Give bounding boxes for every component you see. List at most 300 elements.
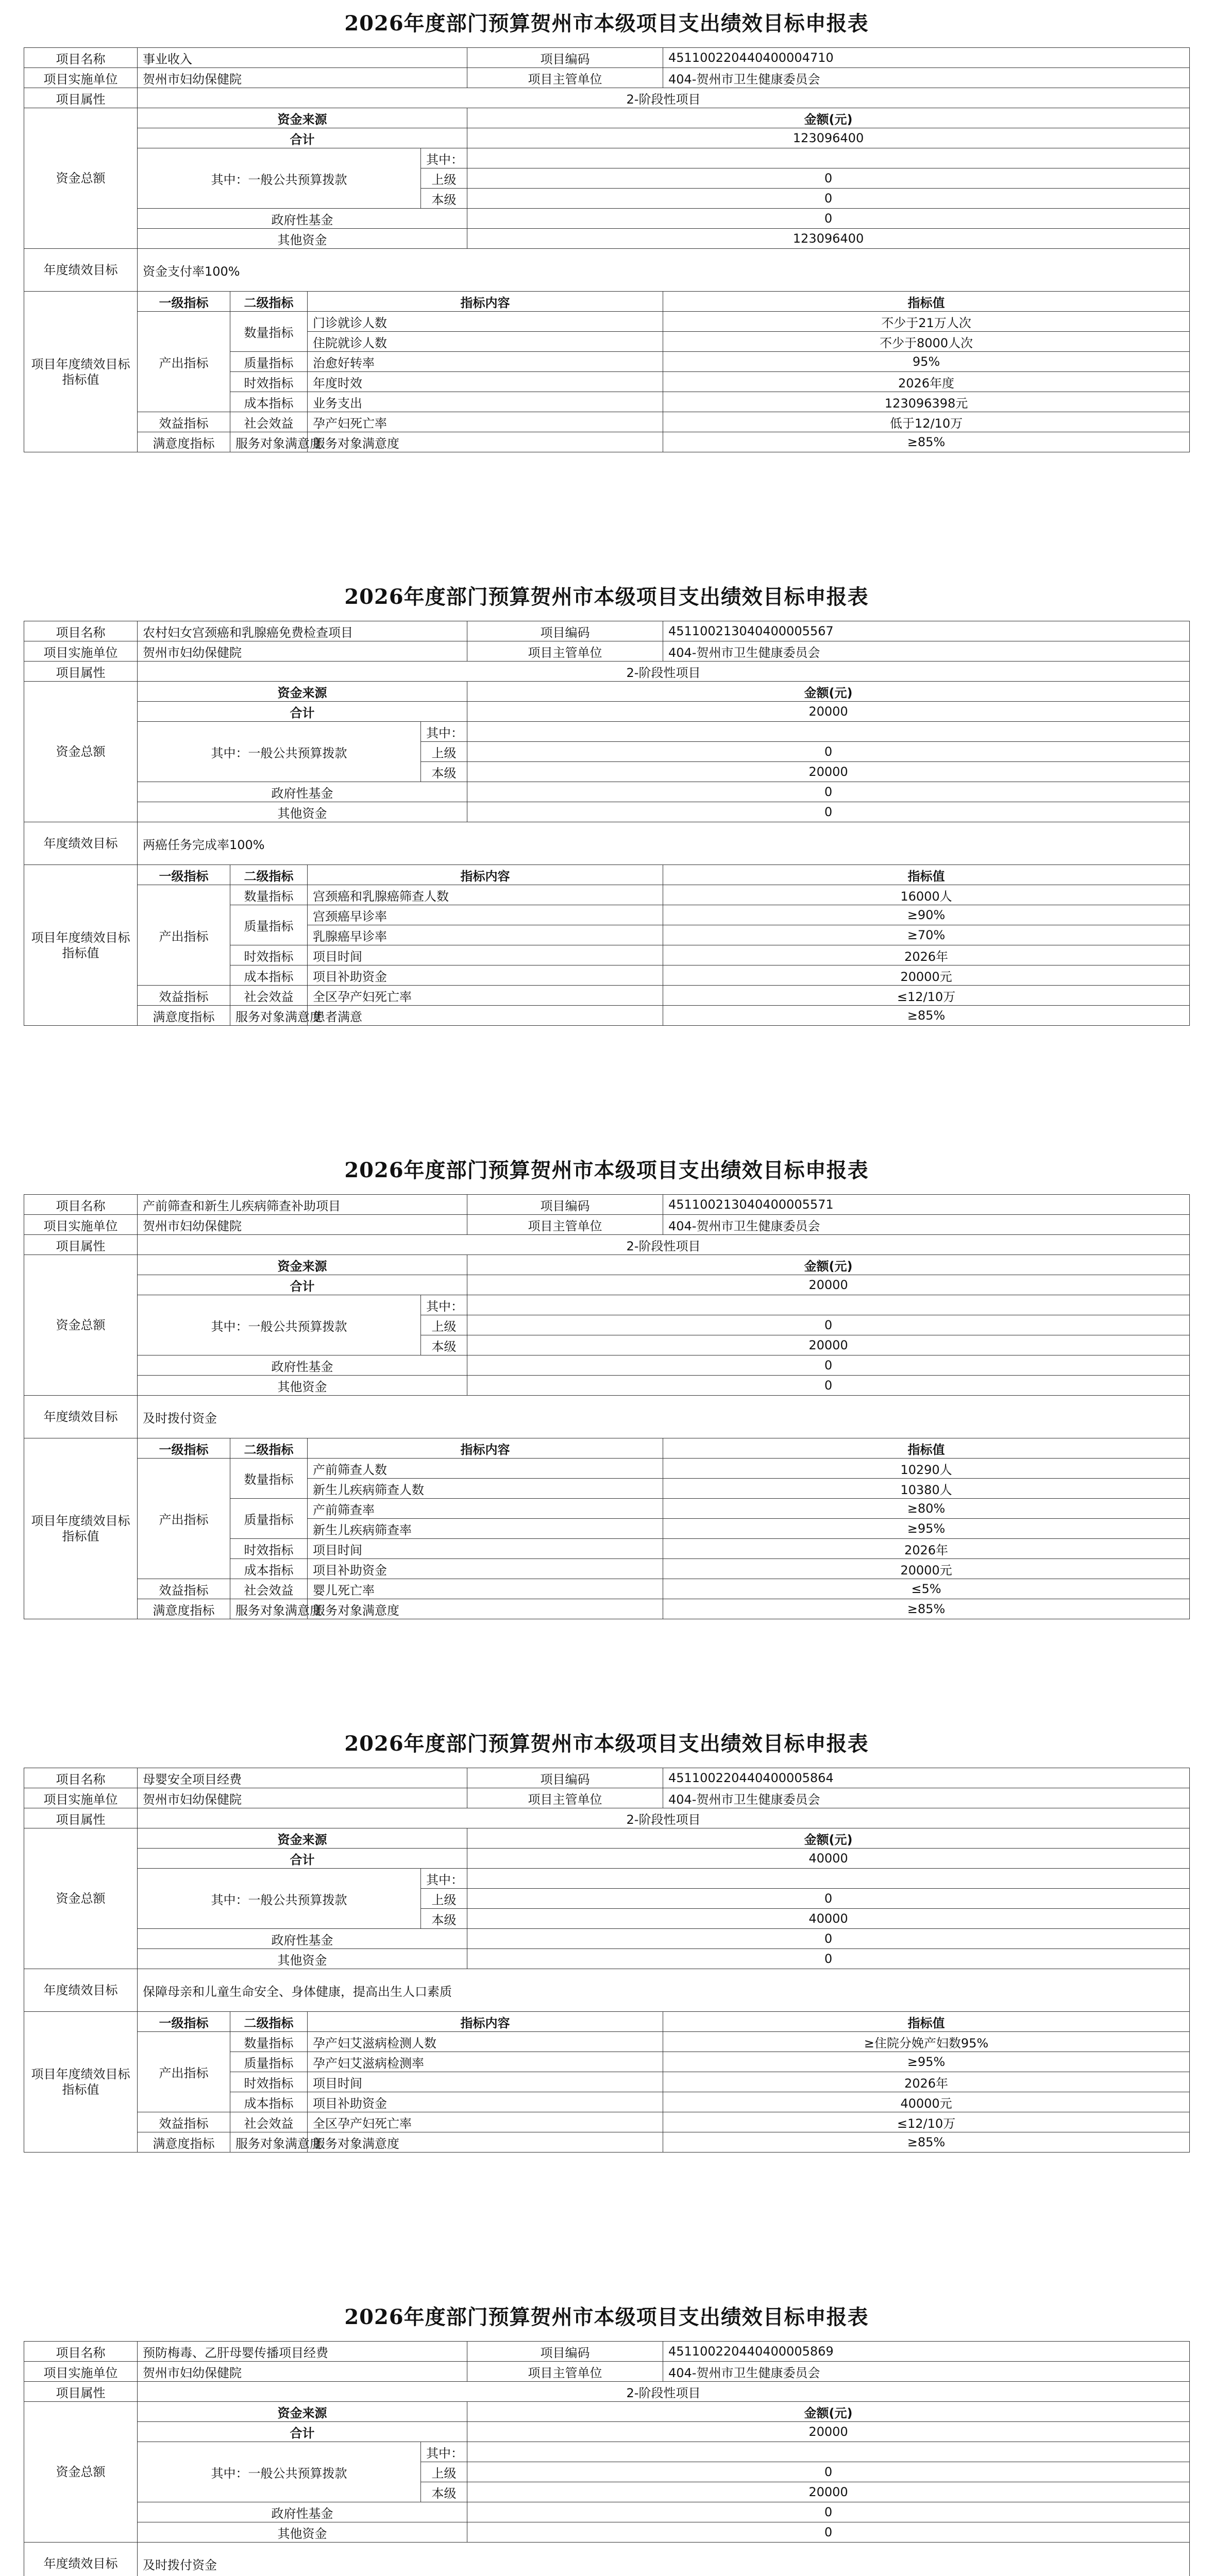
row-other-funds xyxy=(24,1949,1190,1969)
label-general-budget: 其中：一般公共预算拨款 xyxy=(138,1295,421,1355)
indicator-row xyxy=(24,2132,1190,2153)
report-table xyxy=(24,621,1190,1026)
row-impl-unit xyxy=(24,641,1190,662)
indicator-content: 项目时间 xyxy=(308,2072,663,2092)
row-funds-header xyxy=(24,108,1190,128)
indicator-lvl1: 满意度指标 xyxy=(138,432,230,452)
row-impl-unit xyxy=(24,1215,1190,1235)
row-general-budget xyxy=(24,1869,1190,1889)
label-content: 指标内容 xyxy=(308,2012,663,2032)
label-indicators: 项目年度绩效目标指标值 xyxy=(24,865,138,1026)
impl-unit: 贺州市妇幼保健院 xyxy=(138,68,467,88)
indicator-lvl1: 效益指标 xyxy=(138,986,230,1006)
supervisor: 404-贺州市卫生健康委员会 xyxy=(663,641,1190,662)
annual-goal: 资金支付率100% xyxy=(138,249,1190,292)
report-title: 2026年度部门预算贺州市本级项目支出绩效目标申报表 xyxy=(344,2305,869,2329)
indicator-lvl1: 满意度指标 xyxy=(138,1599,230,1619)
label-attribute: 项目属性 xyxy=(24,88,138,108)
supervisor: 404-贺州市卫生健康委员会 xyxy=(663,68,1190,88)
label-supervisor: 项目主管单位 xyxy=(467,1788,663,1808)
label-gov-fund: 政府性基金 xyxy=(138,1929,467,1949)
label-attribute: 项目属性 xyxy=(24,2382,138,2402)
indicator-content: 全区孕产妇死亡率 xyxy=(308,2112,663,2132)
label-superior: 上级 xyxy=(421,1889,467,1909)
label-supervisor: 项目主管单位 xyxy=(467,641,663,662)
row-funds-total xyxy=(24,128,1190,148)
label-lvl1: 一级指标 xyxy=(138,1438,230,1459)
indicator-row xyxy=(24,412,1190,432)
indicator-row xyxy=(24,885,1190,905)
row-impl-unit xyxy=(24,2362,1190,2382)
row-funds-total xyxy=(24,1849,1190,1869)
row-impl-unit xyxy=(24,68,1190,88)
funds-total: 20000 xyxy=(467,1275,1190,1295)
indicator-content: 住院就诊人数 xyxy=(308,332,663,352)
label-superior: 上级 xyxy=(421,1315,467,1335)
funds-total: 40000 xyxy=(467,1849,1190,1869)
indicator-lvl2: 质量指标 xyxy=(230,905,308,945)
row-general-budget xyxy=(24,2442,1190,2462)
label-lvl1: 一级指标 xyxy=(138,292,230,312)
label-gov-fund: 政府性基金 xyxy=(138,1355,467,1376)
annual-goal: 保障母亲和儿童生命安全、身体健康，提高出生人口素质 xyxy=(138,1969,1190,2012)
row-annual-goal xyxy=(24,1969,1190,2012)
label-amount: 金额(元) xyxy=(467,108,1190,128)
label-funds-total: 资金总额 xyxy=(24,1828,138,1969)
indicator-lvl2: 质量指标 xyxy=(230,352,308,372)
indicator-content: 产前筛查率 xyxy=(308,1499,663,1519)
label-project-name: 项目名称 xyxy=(24,48,138,68)
row-funds-header xyxy=(24,682,1190,702)
attribute-value: 2-阶段性项目 xyxy=(138,1808,1190,1828)
label-lvl2: 二级指标 xyxy=(230,292,308,312)
annual-goal: 两癌任务完成率100% xyxy=(138,822,1190,865)
indicator-content: 服务对象满意度 xyxy=(308,1599,663,1619)
label-impl-unit: 项目实施单位 xyxy=(24,1215,138,1235)
label-funds-source: 资金来源 xyxy=(138,1828,467,1849)
label-funds-total: 资金总额 xyxy=(24,682,138,822)
label-superior: 上级 xyxy=(421,742,467,762)
indicator-lvl2: 服务对象满意度 xyxy=(230,1006,308,1026)
indicator-lvl2: 时效指标 xyxy=(230,2072,308,2092)
label-local: 本级 xyxy=(421,189,467,209)
label-funds-source: 资金来源 xyxy=(138,1255,467,1275)
label-supervisor: 项目主管单位 xyxy=(467,1215,663,1235)
funds-other: 0 xyxy=(467,1949,1190,1969)
indicator-value: ≥住院分娩产妇数95% xyxy=(663,2032,1190,2052)
report-title: 2026年度部门预算贺州市本级项目支出绩效目标申报表 xyxy=(344,1158,869,1182)
label-annual-goal: 年度绩效目标 xyxy=(24,249,138,292)
indicator-content: 项目补助资金 xyxy=(308,965,663,986)
indicator-lvl2: 社会效益 xyxy=(230,2112,308,2132)
row-other-funds xyxy=(24,802,1190,822)
funds-superior: 0 xyxy=(467,1315,1190,1335)
impl-unit: 贺州市妇幼保健院 xyxy=(138,641,467,662)
label-gov-fund: 政府性基金 xyxy=(138,782,467,802)
indicator-lvl2: 社会效益 xyxy=(230,412,308,432)
indicator-lvl2: 服务对象满意度 xyxy=(230,432,308,452)
label-indicators: 项目年度绩效目标指标值 xyxy=(24,1438,138,1619)
label-total: 合计 xyxy=(138,702,467,722)
row-attribute xyxy=(24,1235,1190,1255)
impl-unit: 贺州市妇幼保健院 xyxy=(138,1788,467,1808)
row-project-name xyxy=(24,2342,1190,2362)
label-annual-goal: 年度绩效目标 xyxy=(24,1396,138,1438)
row-other-funds xyxy=(24,229,1190,249)
indicator-content: 产前筛查人数 xyxy=(308,1459,663,1479)
report-sheet xyxy=(0,1720,1213,2294)
indicator-value: 20000元 xyxy=(663,965,1190,986)
label-general-budget: 其中：一般公共预算拨款 xyxy=(138,1869,421,1929)
label-annual-goal: 年度绩效目标 xyxy=(24,822,138,865)
annual-goal: 及时拨付资金 xyxy=(138,2543,1190,2576)
project-name: 农村妇女宫颈癌和乳腺癌免费检查项目 xyxy=(138,621,467,641)
indicator-lvl2: 时效指标 xyxy=(230,945,308,965)
row-attribute xyxy=(24,662,1190,682)
supervisor: 404-贺州市卫生健康委员会 xyxy=(663,1788,1190,1808)
row-funds-total xyxy=(24,2422,1190,2442)
label-amount: 金额(元) xyxy=(467,1255,1190,1275)
label-attribute: 项目属性 xyxy=(24,662,138,682)
indicator-row xyxy=(24,312,1190,332)
indicator-row xyxy=(24,986,1190,1006)
label-supervisor: 项目主管单位 xyxy=(467,2362,663,2382)
row-other-funds xyxy=(24,2522,1190,2543)
label-amount: 金额(元) xyxy=(467,1828,1190,1849)
indicator-row xyxy=(24,432,1190,452)
funds-total: 123096400 xyxy=(467,128,1190,148)
label-impl-unit: 项目实施单位 xyxy=(24,1788,138,1808)
label-project-code: 项目编码 xyxy=(467,2342,663,2362)
row-gov-fund xyxy=(24,1355,1190,1376)
annual-goal: 及时拨付资金 xyxy=(138,1396,1190,1438)
funds-other: 0 xyxy=(467,2522,1190,2543)
funds-total: 20000 xyxy=(467,2422,1190,2442)
indicator-value: ≥85% xyxy=(663,1599,1190,1619)
label-lvl1: 一级指标 xyxy=(138,865,230,885)
indicator-content: 治愈好转率 xyxy=(308,352,663,372)
row-funds-total xyxy=(24,1275,1190,1295)
row-other-funds xyxy=(24,1376,1190,1396)
funds-general xyxy=(467,148,1190,168)
row-project-name xyxy=(24,1768,1190,1788)
indicator-lvl1: 效益指标 xyxy=(138,2112,230,2132)
funds-local: 20000 xyxy=(467,762,1190,782)
indicator-row xyxy=(24,1599,1190,1619)
label-project-code: 项目编码 xyxy=(467,621,663,641)
indicator-lvl1: 产出指标 xyxy=(138,1459,230,1579)
supervisor: 404-贺州市卫生健康委员会 xyxy=(663,2362,1190,2382)
indicator-value: ≥80% xyxy=(663,1499,1190,1519)
indicator-content: 孕产妇艾滋病检测率 xyxy=(308,2052,663,2072)
indicator-content: 婴儿死亡率 xyxy=(308,1579,663,1599)
indicator-content: 业务支出 xyxy=(308,392,663,412)
indicator-value: ≥85% xyxy=(663,432,1190,452)
row-gov-fund xyxy=(24,209,1190,229)
indicator-lvl2: 社会效益 xyxy=(230,1579,308,1599)
indicator-row xyxy=(24,1006,1190,1026)
label-other-funds: 其他资金 xyxy=(138,1376,467,1396)
funds-local: 40000 xyxy=(467,1909,1190,1929)
indicator-lvl1: 满意度指标 xyxy=(138,1006,230,1026)
funds-local: 0 xyxy=(467,189,1190,209)
indicator-value: 16000人 xyxy=(663,885,1190,905)
funds-gov: 0 xyxy=(467,1929,1190,1949)
indicator-value: 10380人 xyxy=(663,1479,1190,1499)
indicator-lvl2: 时效指标 xyxy=(230,372,308,392)
indicator-value: ≥95% xyxy=(663,1519,1190,1539)
label-other-funds: 其他资金 xyxy=(138,802,467,822)
label-value: 指标值 xyxy=(663,2012,1190,2032)
label-gov-fund: 政府性基金 xyxy=(138,209,467,229)
report-table xyxy=(24,2341,1190,2576)
funds-total: 20000 xyxy=(467,702,1190,722)
report-title: 2026年度部门预算贺州市本级项目支出绩效目标申报表 xyxy=(344,11,869,36)
funds-local: 20000 xyxy=(467,1335,1190,1355)
report-sheet xyxy=(0,0,1213,573)
row-funds-header xyxy=(24,2402,1190,2422)
row-funds-header xyxy=(24,1828,1190,1849)
label-local: 本级 xyxy=(421,762,467,782)
project-code: 451100220440400005864 xyxy=(663,1768,1190,1788)
funds-other: 123096400 xyxy=(467,229,1190,249)
report-title: 2026年度部门预算贺州市本级项目支出绩效目标申报表 xyxy=(344,1732,869,1756)
row-funds-header xyxy=(24,1255,1190,1275)
label-general-budget: 其中：一般公共预算拨款 xyxy=(138,2442,421,2502)
funds-superior: 0 xyxy=(467,2462,1190,2482)
row-impl-unit xyxy=(24,1788,1190,1808)
indicator-value: ≤12/10万 xyxy=(663,986,1190,1006)
report-table xyxy=(24,47,1190,452)
indicator-value: 不少于8000人次 xyxy=(663,332,1190,352)
label-total: 合计 xyxy=(138,1849,467,1869)
label-funds-total: 资金总额 xyxy=(24,108,138,249)
row-annual-goal xyxy=(24,249,1190,292)
label-including: 其中： xyxy=(421,1869,467,1889)
label-project-name: 项目名称 xyxy=(24,2342,138,2362)
report-table xyxy=(24,1768,1190,2153)
impl-unit: 贺州市妇幼保健院 xyxy=(138,1215,467,1235)
project-code: 451100220440400004710 xyxy=(663,48,1190,68)
project-name: 事业收入 xyxy=(138,48,467,68)
indicator-content: 年度时效 xyxy=(308,372,663,392)
indicator-content: 门诊就诊人数 xyxy=(308,312,663,332)
funds-gov: 0 xyxy=(467,2502,1190,2522)
label-including: 其中： xyxy=(421,722,467,742)
funds-other: 0 xyxy=(467,802,1190,822)
row-indicator-header xyxy=(24,2012,1190,2032)
funds-gov: 0 xyxy=(467,209,1190,229)
row-attribute xyxy=(24,2382,1190,2402)
indicator-lvl1: 产出指标 xyxy=(138,885,230,986)
label-content: 指标内容 xyxy=(308,292,663,312)
funds-general xyxy=(467,722,1190,742)
indicator-content: 服务对象满意度 xyxy=(308,2132,663,2153)
project-code: 451100213040400005571 xyxy=(663,1195,1190,1215)
row-gov-fund xyxy=(24,782,1190,802)
indicator-value: ≥85% xyxy=(663,1006,1190,1026)
indicator-lvl2: 服务对象满意度 xyxy=(230,2132,308,2153)
label-total: 合计 xyxy=(138,128,467,148)
indicator-lvl1: 产出指标 xyxy=(138,312,230,412)
indicator-content: 新生儿疾病筛查人数 xyxy=(308,1479,663,1499)
indicator-value: ≤12/10万 xyxy=(663,2112,1190,2132)
indicator-value: 95% xyxy=(663,352,1190,372)
indicator-lvl2: 数量指标 xyxy=(230,885,308,905)
label-other-funds: 其他资金 xyxy=(138,2522,467,2543)
label-amount: 金额(元) xyxy=(467,2402,1190,2422)
label-project-name: 项目名称 xyxy=(24,1768,138,1788)
funds-gov: 0 xyxy=(467,782,1190,802)
indicator-content: 孕产妇艾滋病检测人数 xyxy=(308,2032,663,2052)
attribute-value: 2-阶段性项目 xyxy=(138,88,1190,108)
impl-unit: 贺州市妇幼保健院 xyxy=(138,2362,467,2382)
row-general-budget xyxy=(24,722,1190,742)
row-attribute xyxy=(24,1808,1190,1828)
label-including: 其中： xyxy=(421,1295,467,1315)
row-general-budget xyxy=(24,1295,1190,1315)
label-content: 指标内容 xyxy=(308,1438,663,1459)
indicator-lvl2: 社会效益 xyxy=(230,986,308,1006)
label-attribute: 项目属性 xyxy=(24,1235,138,1255)
label-supervisor: 项目主管单位 xyxy=(467,68,663,88)
row-indicator-header xyxy=(24,1438,1190,1459)
indicator-value: 123096398元 xyxy=(663,392,1190,412)
label-content: 指标内容 xyxy=(308,865,663,885)
attribute-value: 2-阶段性项目 xyxy=(138,2382,1190,2402)
label-value: 指标值 xyxy=(663,865,1190,885)
report-sheet xyxy=(0,573,1213,1147)
indicator-value: 2026年 xyxy=(663,945,1190,965)
attribute-value: 2-阶段性项目 xyxy=(138,1235,1190,1255)
label-value: 指标值 xyxy=(663,292,1190,312)
label-funds-total: 资金总额 xyxy=(24,1255,138,1396)
indicator-lvl1: 效益指标 xyxy=(138,1579,230,1599)
project-code: 451100213040400005567 xyxy=(663,621,1190,641)
indicator-lvl2: 数量指标 xyxy=(230,1459,308,1499)
indicator-row xyxy=(24,2032,1190,2052)
label-lvl1: 一级指标 xyxy=(138,2012,230,2032)
label-funds-source: 资金来源 xyxy=(138,682,467,702)
indicator-value: ≥85% xyxy=(663,2132,1190,2153)
indicator-lvl2: 成本指标 xyxy=(230,965,308,986)
indicator-lvl1: 效益指标 xyxy=(138,412,230,432)
label-project-code: 项目编码 xyxy=(467,1195,663,1215)
row-attribute xyxy=(24,88,1190,108)
attribute-value: 2-阶段性项目 xyxy=(138,662,1190,682)
label-other-funds: 其他资金 xyxy=(138,1949,467,1969)
label-including: 其中： xyxy=(421,148,467,168)
row-funds-total xyxy=(24,702,1190,722)
indicator-row xyxy=(24,1459,1190,1479)
indicator-content: 患者满意 xyxy=(308,1006,663,1026)
row-project-name xyxy=(24,48,1190,68)
indicator-lvl2: 服务对象满意度 xyxy=(230,1599,308,1619)
label-local: 本级 xyxy=(421,1335,467,1355)
report-table xyxy=(24,1194,1190,1619)
label-lvl2: 二级指标 xyxy=(230,865,308,885)
label-project-name: 项目名称 xyxy=(24,1195,138,1215)
label-indicators: 项目年度绩效目标指标值 xyxy=(24,2012,138,2153)
indicator-value: 低于12/10万 xyxy=(663,412,1190,432)
indicator-content: 宫颈癌早诊率 xyxy=(308,905,663,925)
indicator-content: 新生儿疾病筛查率 xyxy=(308,1519,663,1539)
label-funds-total: 资金总额 xyxy=(24,2402,138,2543)
indicator-content: 全区孕产妇死亡率 xyxy=(308,986,663,1006)
indicator-lvl1: 产出指标 xyxy=(138,2032,230,2112)
label-impl-unit: 项目实施单位 xyxy=(24,68,138,88)
label-other-funds: 其他资金 xyxy=(138,229,467,249)
label-funds-source: 资金来源 xyxy=(138,108,467,128)
indicator-content: 服务对象满意度 xyxy=(308,432,663,452)
indicator-value: ≤5% xyxy=(663,1579,1190,1599)
funds-general xyxy=(467,1295,1190,1315)
label-total: 合计 xyxy=(138,1275,467,1295)
label-local: 本级 xyxy=(421,2482,467,2502)
row-project-name xyxy=(24,1195,1190,1215)
label-superior: 上级 xyxy=(421,2462,467,2482)
label-lvl2: 二级指标 xyxy=(230,1438,308,1459)
label-superior: 上级 xyxy=(421,168,467,189)
indicator-value: 10290人 xyxy=(663,1459,1190,1479)
funds-local: 20000 xyxy=(467,2482,1190,2502)
label-funds-source: 资金来源 xyxy=(138,2402,467,2422)
indicator-lvl1: 满意度指标 xyxy=(138,2132,230,2153)
label-amount: 金额(元) xyxy=(467,682,1190,702)
row-general-budget xyxy=(24,148,1190,168)
indicator-content: 乳腺癌早诊率 xyxy=(308,925,663,945)
label-including: 其中： xyxy=(421,2442,467,2462)
label-general-budget: 其中：一般公共预算拨款 xyxy=(138,148,421,209)
indicator-row xyxy=(24,2112,1190,2132)
label-indicators: 项目年度绩效目标指标值 xyxy=(24,292,138,452)
supervisor: 404-贺州市卫生健康委员会 xyxy=(663,1215,1190,1235)
project-code: 451100220440400005869 xyxy=(663,2342,1190,2362)
label-annual-goal: 年度绩效目标 xyxy=(24,2543,138,2576)
label-impl-unit: 项目实施单位 xyxy=(24,2362,138,2382)
label-project-name: 项目名称 xyxy=(24,621,138,641)
row-annual-goal xyxy=(24,2543,1190,2576)
label-value: 指标值 xyxy=(663,1438,1190,1459)
label-annual-goal: 年度绩效目标 xyxy=(24,1969,138,2012)
report-sheet xyxy=(0,2294,1213,2576)
label-project-code: 项目编码 xyxy=(467,48,663,68)
label-impl-unit: 项目实施单位 xyxy=(24,641,138,662)
indicator-content: 宫颈癌和乳腺癌筛查人数 xyxy=(308,885,663,905)
funds-other: 0 xyxy=(467,1376,1190,1396)
row-gov-fund xyxy=(24,2502,1190,2522)
indicator-lvl2: 质量指标 xyxy=(230,1499,308,1539)
row-indicator-header xyxy=(24,292,1190,312)
funds-gov: 0 xyxy=(467,1355,1190,1376)
label-attribute: 项目属性 xyxy=(24,1808,138,1828)
indicator-lvl2: 时效指标 xyxy=(230,1539,308,1559)
indicator-lvl2: 质量指标 xyxy=(230,2052,308,2072)
label-lvl2: 二级指标 xyxy=(230,2012,308,2032)
row-project-name xyxy=(24,621,1190,641)
indicator-value: 不少于21万人次 xyxy=(663,312,1190,332)
label-local: 本级 xyxy=(421,1909,467,1929)
indicator-content: 孕产妇死亡率 xyxy=(308,412,663,432)
funds-superior: 0 xyxy=(467,742,1190,762)
report-sheet xyxy=(0,1147,1213,1720)
indicator-value: ≥70% xyxy=(663,925,1190,945)
report-title: 2026年度部门预算贺州市本级项目支出绩效目标申报表 xyxy=(344,585,869,609)
indicator-lvl2: 成本指标 xyxy=(230,1559,308,1579)
indicator-lvl2: 成本指标 xyxy=(230,2092,308,2112)
indicator-row xyxy=(24,1579,1190,1599)
indicator-lvl2: 数量指标 xyxy=(230,2032,308,2052)
